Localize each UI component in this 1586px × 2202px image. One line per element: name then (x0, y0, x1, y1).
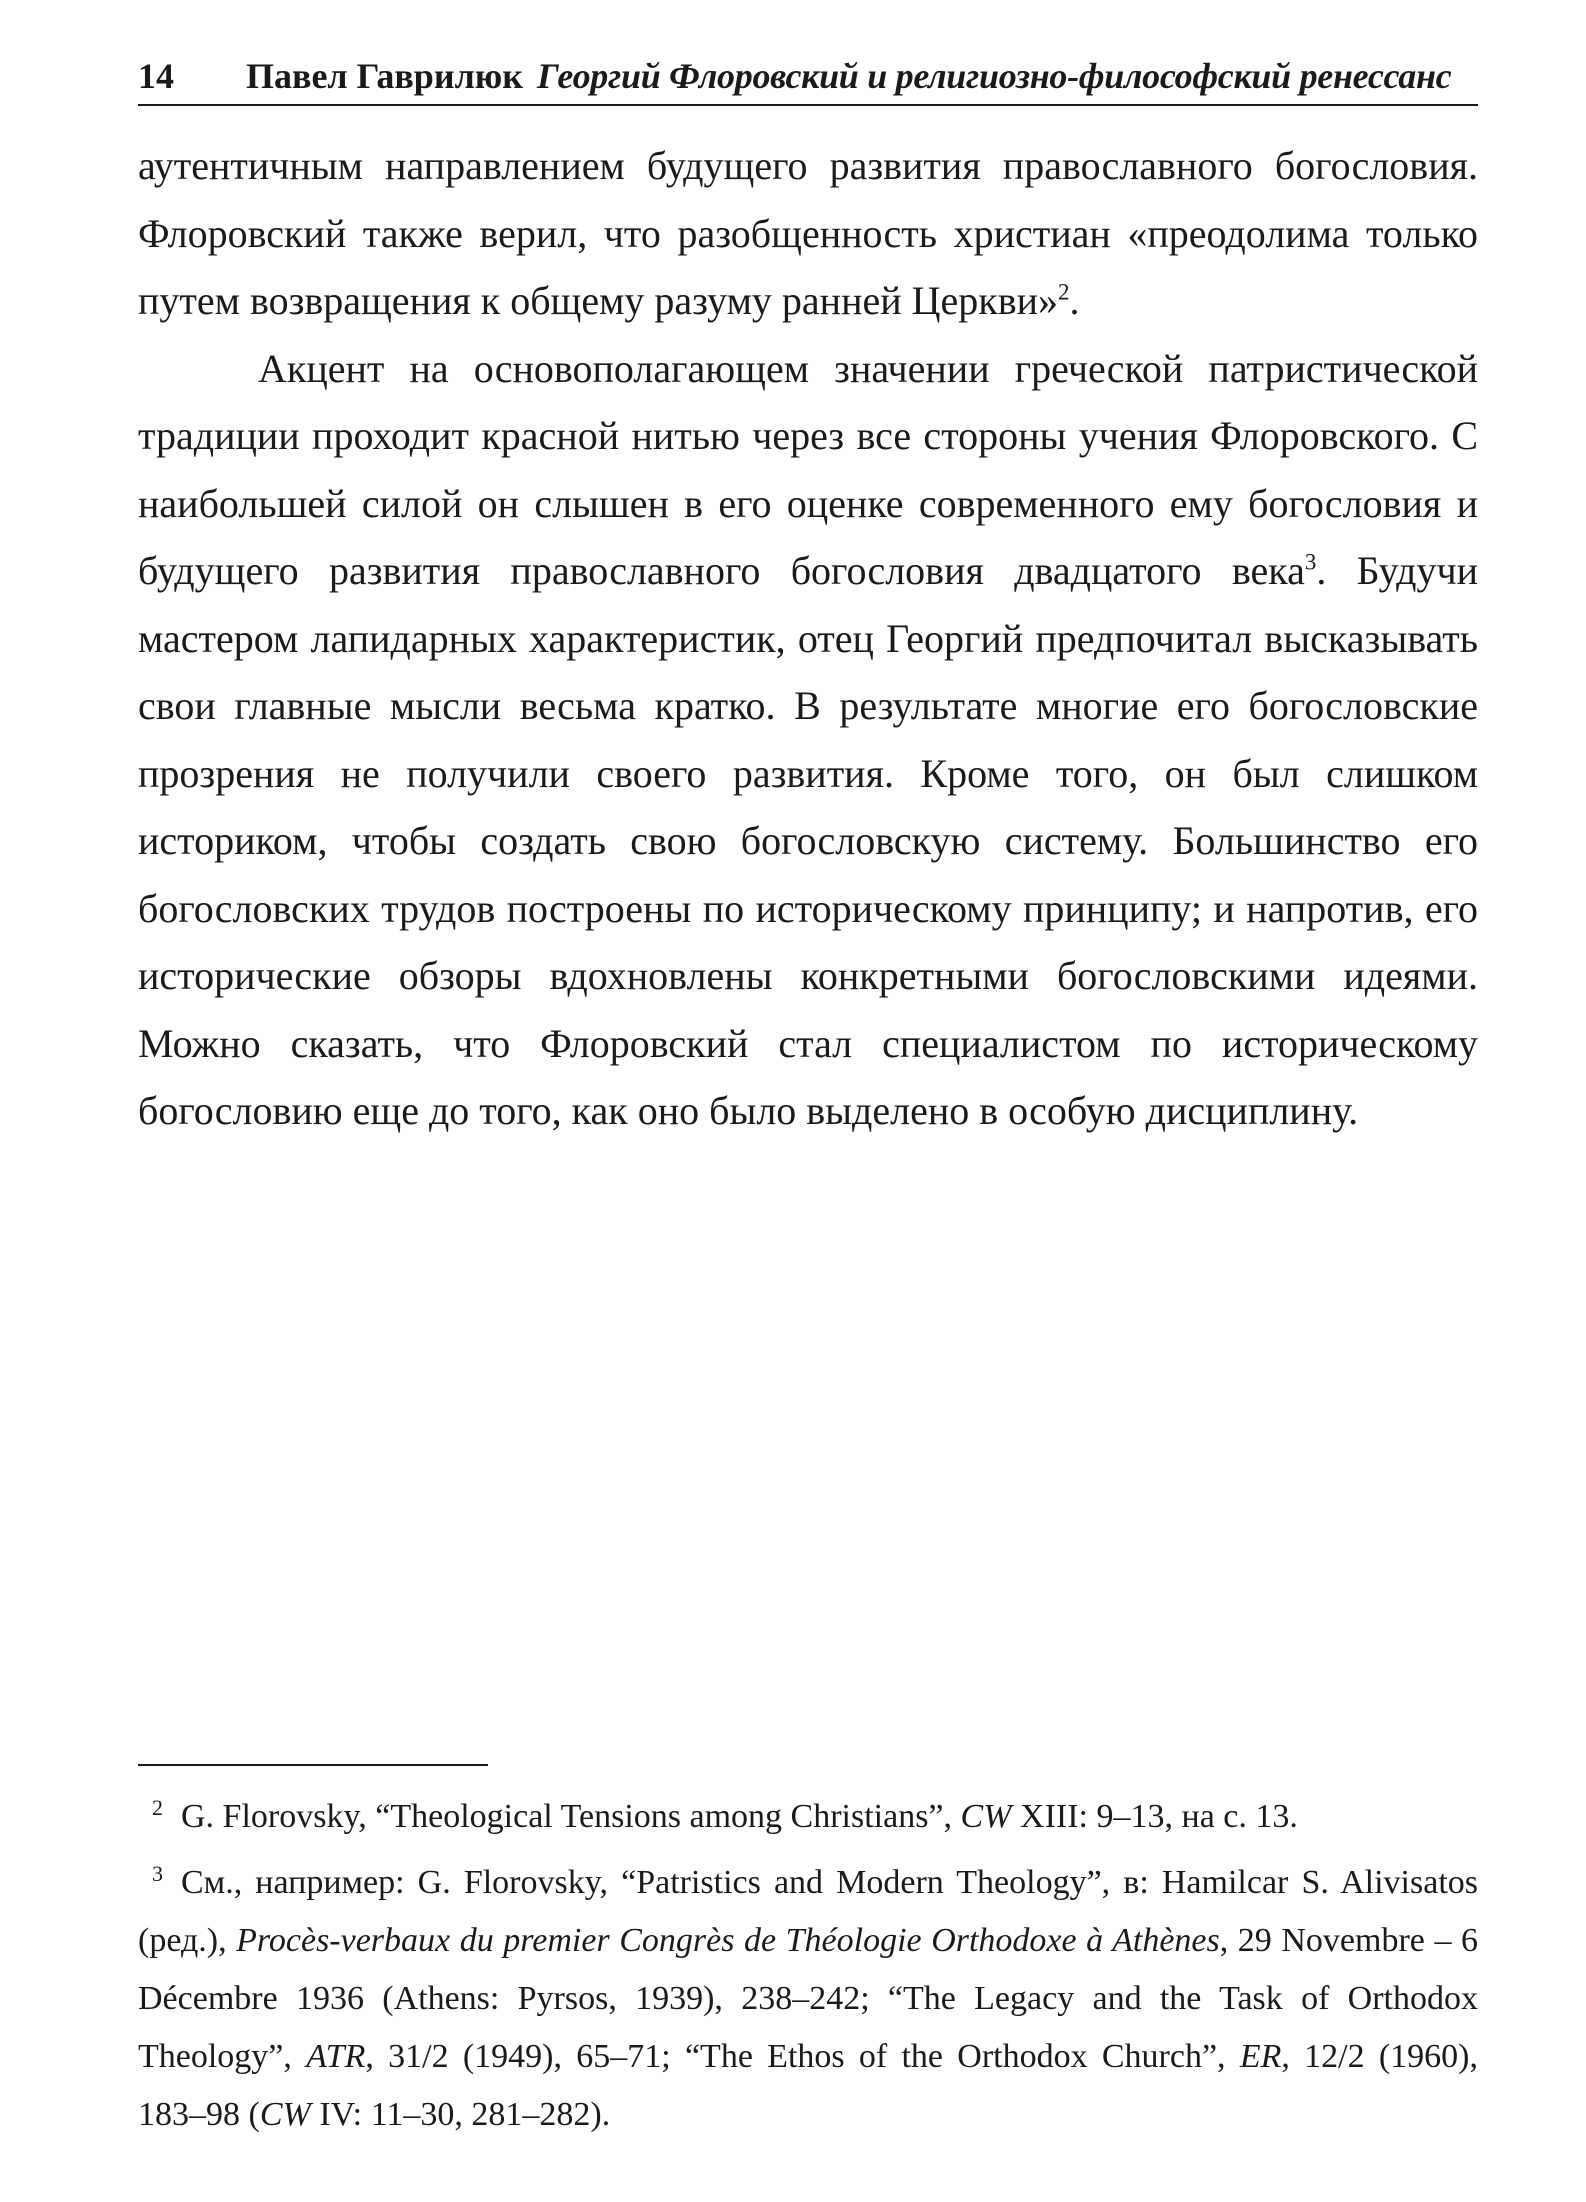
footnote-3-text-h: CW (259, 2096, 311, 2133)
footnote-2-marker: 2 (152, 1794, 163, 1820)
main-text (138, 132, 1478, 1145)
footnote-2-text-a: G. Florovsky, “Theological Tensions among Christians”, (181, 1798, 961, 1835)
footnote-2-text-c: XIII: 9–13, на с. 13. (1011, 1798, 1298, 1835)
footnote-3-text-i: IV: 11–30, 281–282). (310, 2096, 611, 2133)
paragraph-1-tail: . (1069, 278, 1080, 323)
footnote-2 (138, 1788, 1478, 1846)
running-header (138, 52, 1478, 100)
footnote-2-text-b: CW (960, 1798, 1012, 1835)
footnote-3-text-g: , 12/2 (1960), 183–98 ( (138, 2038, 1478, 2133)
footnote-3-text-b: Procès-verbaux du premier Congrès de Théologie Orthodoxe à Athènes (236, 1922, 1220, 1959)
paragraph-1-text: аутентичным направлением будущего развития православного богословия. Флоровский также верил, что разобщенность христиан «преодолима только путем возвращения к общему разуму ранней Церкви» (138, 143, 1478, 323)
footnote-3-text-e: , 31/2 (1949), 65–71; “The Ethos of the Orthodox Church”, (365, 2038, 1240, 2075)
footnote-3 (138, 1854, 1478, 2144)
footnote-rule (138, 1764, 488, 1766)
footnote-3-text-c: , 29 Novembre – 6 Décembre 1936 (Athens: Pyrsos, 1939), 238–242; “The Legacy and the Task of Orthodox Theology”, (138, 1922, 1478, 2075)
page-number: 14 (138, 56, 174, 96)
header-rule (138, 104, 1478, 106)
header-book-title: Георгий Флоровский и религиозно-философский ренессанс (537, 56, 1452, 96)
footnote-ref-3[interactable]: 3 (1304, 549, 1317, 575)
footnote-3-text-d: ATR (306, 2038, 366, 2075)
paragraph-2-part1: Акцент на основополагающем значении греческой патристической традиции проходит красной нитью через все стороны учения Флоровского. С наибольшей силой он слышен в его оценке современного ему богословия и будущего развития православного богословия двадцатого века (138, 345, 1478, 593)
paragraph-2-part2: . Будучи мастером лапидарных характеристик, отец Георгий предпочитал высказывать свои главные мысли весьма кратко. В результате многие его богословские прозрения не получили своего развития. Кроме того, он был слишком историком, чтобы создать свою богословскую систему. Большинство его богословских трудов построены по историческому принципу; и напротив, его исторические обзоры вдохновлены конкретными богословскими идеями. Можно сказать, что Флоровский стал специалистом по историческому богословию еще до того, как оно было выделено в особую дисциплину. (138, 548, 1479, 1133)
footnote-ref-2[interactable]: 2 (1058, 279, 1070, 305)
paragraph-1 (138, 132, 1478, 335)
footnotes-section (138, 1764, 1478, 2152)
page (138, 52, 1478, 1145)
footnote-3-text-f: ER (1239, 2038, 1282, 2075)
footnote-3-marker: 3 (152, 1860, 163, 1886)
footnote-3-text-a: См., например: G. Florovsky, “Patristics and Modern Theology”, в: Hamilcar S. Alivisatos (ред.), (138, 1864, 1478, 1959)
paragraph-2 (138, 335, 1478, 1145)
header-author: Павел Гаврилюк (246, 56, 524, 96)
